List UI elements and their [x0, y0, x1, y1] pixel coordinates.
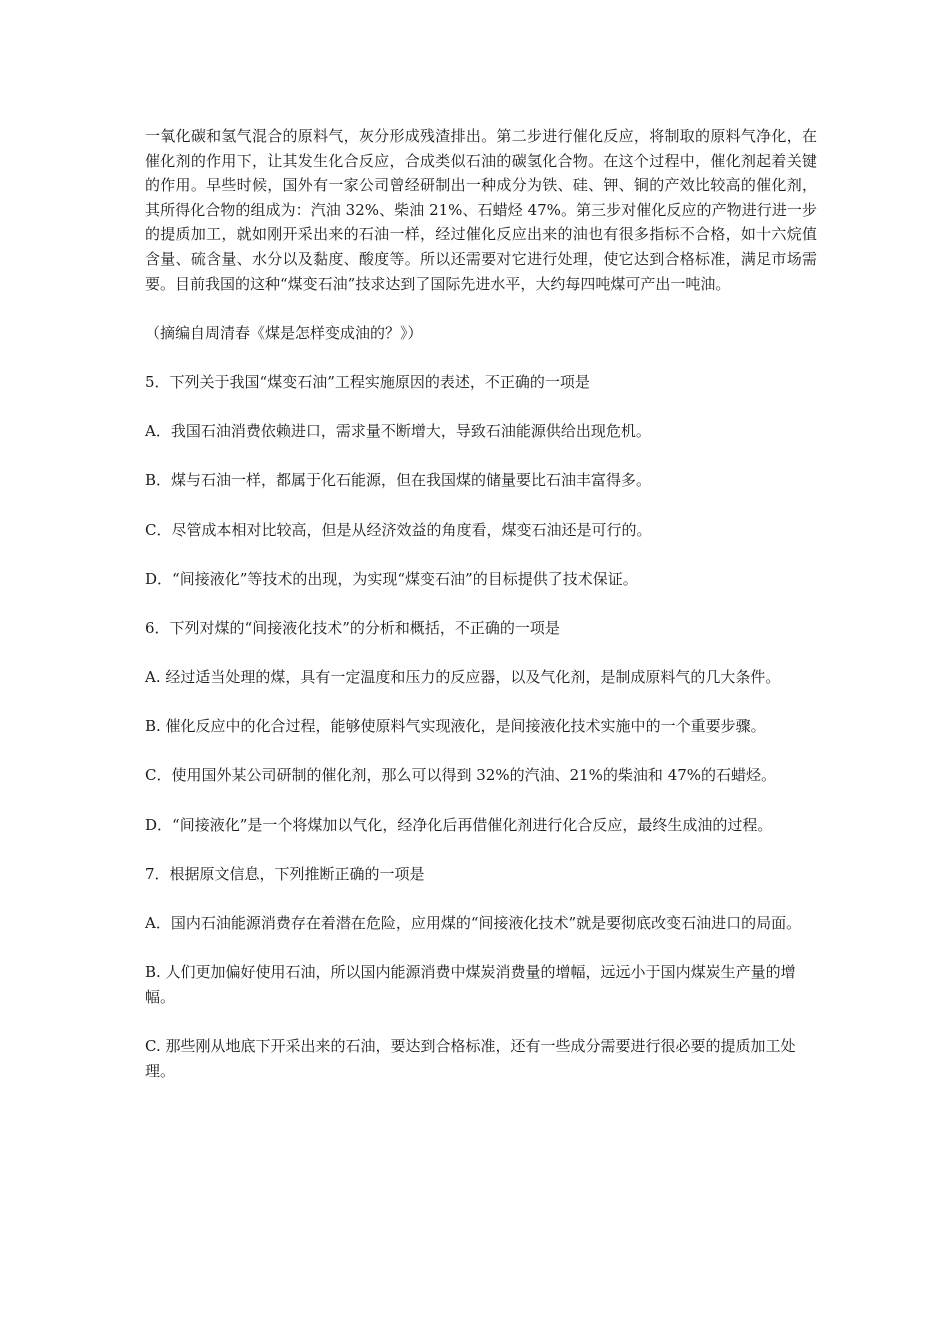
question-6-option-a: A. 经过适当处理的煤，具有一定温度和压力的反应器，以及气化剂，是制成原料气的几大条件。 — [145, 668, 781, 687]
spacer — [145, 444, 817, 469]
question-6-stem: 6．下列对煤的“间接液化技术”的分析和概括，不正确的一项是 — [145, 618, 560, 637]
question-6-option-b: B. 催化反应中的化合过程，能够使原料气实现液化，是间接液化技术实施中的一个重要步骤。 — [145, 717, 766, 736]
spacer — [145, 886, 817, 911]
spacer — [145, 542, 817, 567]
spacer — [145, 936, 817, 961]
spacer — [145, 837, 817, 862]
question-5-option-d: D．“间接液化”等技术的出现，为实现“煤变石油”的目标提供了技术保证。 — [145, 569, 638, 588]
spacer — [145, 345, 817, 370]
passage-text: 一氧化碳和氢气混合的原料气，灰分形成残渣排出。第二步进行催化反应，将制取的原料气净化，在催化剂的作用下，让其发生化合反应，合成类似石油的碳氢化合物。在这个过程中，催化剂起着关键的作用。早些时候，国外有一家公司曾经研制出一种成分为铁、硅、钾、铜的产效比较高的催化剂，其所得化合物的组成为：汽油 32%、柴油 21%、石蜡烃 47%。第三步对催化反应的产物进行进一步的提质加工，就如刚开采出来的石油一样，经过催化反应出来的油也有很多指标不合格，如十六烷值含量、硫含量、水分以及黏度、酸度等。所以还需要对它进行处理，使它达到合格标准，满足市场需要。目前我国的这种“煤变石油”技求达到了国际先进水平，大约每四吨煤可产出一吨油。 — [145, 127, 817, 293]
question-5-stem: 5．下列关于我国“煤变石油”工程实施原因的表述，不正确的一项是 — [145, 372, 590, 391]
question-7-option-c: C. 那些刚从地底下开采出来的石油，要达到合格标准，还有一些成分需要进行很必要的提质加工处理。 — [145, 1036, 796, 1080]
passage-source: （摘编自周清春《煤是怎样变成油的？》） — [145, 323, 423, 342]
document-page — [145, 124, 817, 1083]
question-6-option-d: D．“间接液化”是一个将煤加以气化，经净化后再借催化剂进行化合反应，最终生成油的过程。 — [145, 815, 773, 834]
question-7-option-b: B. 人们更加偏好使用石油，所以国内能源消费中煤炭消费量的增幅，远远小于国内煤炭生产量的增幅。 — [145, 963, 796, 1006]
question-7-option-a: A．国内石油能源消费存在着潜在危险，应用煤的“间接液化技术”就是要彻底改变石油进口的局面。 — [145, 914, 802, 932]
question-7-stem: 7．根据原文信息，下列推断正确的一项是 — [145, 864, 425, 883]
spacer — [145, 690, 817, 715]
spacer — [145, 591, 817, 616]
question-6-option-c: C．使用国外某公司研制的催化剂，那么可以得到 32%的汽油、21%的柴油和 47%的石蜡烃。 — [145, 766, 777, 785]
question-5-option-a: A．我国石油消费依赖进口，需求量不断增大，导致石油能源供给出现危机。 — [145, 422, 651, 441]
spacer — [145, 1009, 817, 1034]
spacer — [145, 296, 817, 321]
question-5-option-b: B．煤与石油一样，都属于化石能源，但在我国煤的储量要比石油丰富得多。 — [145, 471, 652, 490]
spacer — [145, 788, 817, 813]
spacer — [145, 739, 817, 764]
question-5-option-c: C．尽管成本相对比较高，但是从经济效益的角度看，煤变石油还是可行的。 — [145, 520, 652, 539]
spacer — [145, 640, 817, 665]
spacer — [145, 493, 817, 518]
spacer — [145, 395, 817, 420]
